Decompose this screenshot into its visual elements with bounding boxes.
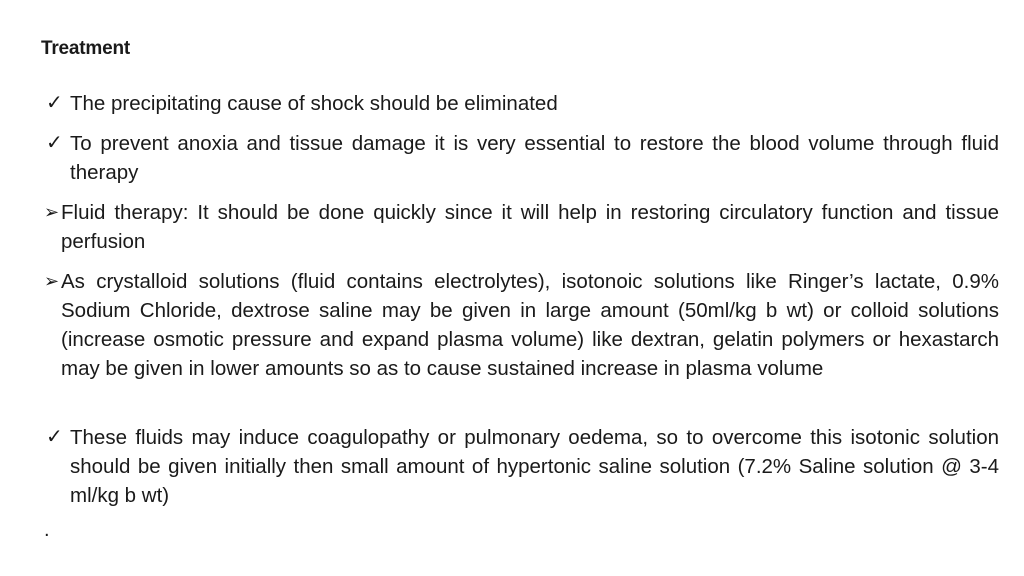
checkmark-icon: ✓ bbox=[46, 426, 63, 448]
trailing-dot: . bbox=[44, 519, 50, 541]
bullet-item bbox=[44, 423, 999, 510]
bullet-item bbox=[44, 89, 999, 118]
bullet-text: The precipitating cause of shock should be eliminated bbox=[70, 92, 558, 115]
bullet-text: These fluids may induce coagulopathy or pulmonary oedema, so to overcome this isotonic solution should be given initially then small amount of hypertonic saline solution (7.2% Saline solution @ 3-4 ml/kg b wt) bbox=[70, 426, 999, 507]
slide-heading: Treatment bbox=[41, 38, 131, 59]
checkmark-icon: ✓ bbox=[46, 132, 63, 154]
checkmark-icon: ✓ bbox=[46, 92, 63, 114]
bullet-item bbox=[44, 198, 999, 256]
bullet-text: As crystalloid solutions (fluid contains electrolytes), isotonoic solutions like Ringer’s lactate, 0.9% Sodium Chloride, dextrose saline may be given in large amount (50ml/kg b wt) or colloid solutions (increase osmotic pressure and expand plasma volume) like dextran, gelatin polymers or hexastarch may be given in lower amounts so as to cause sustained increase in plasma volume bbox=[61, 270, 999, 380]
bullet-text: To prevent anoxia and tissue damage it is very essential to restore the blood volume through fluid therapy bbox=[70, 132, 999, 184]
arrow-bullet-icon: ➢ bbox=[44, 202, 60, 222]
arrow-bullet-icon: ➢ bbox=[44, 271, 60, 291]
bullet-item bbox=[44, 129, 999, 187]
bullet-text: Fluid therapy: It should be done quickly since it will help in restoring circulatory function and tissue perfusion bbox=[61, 201, 999, 253]
bullet-item bbox=[44, 267, 999, 383]
